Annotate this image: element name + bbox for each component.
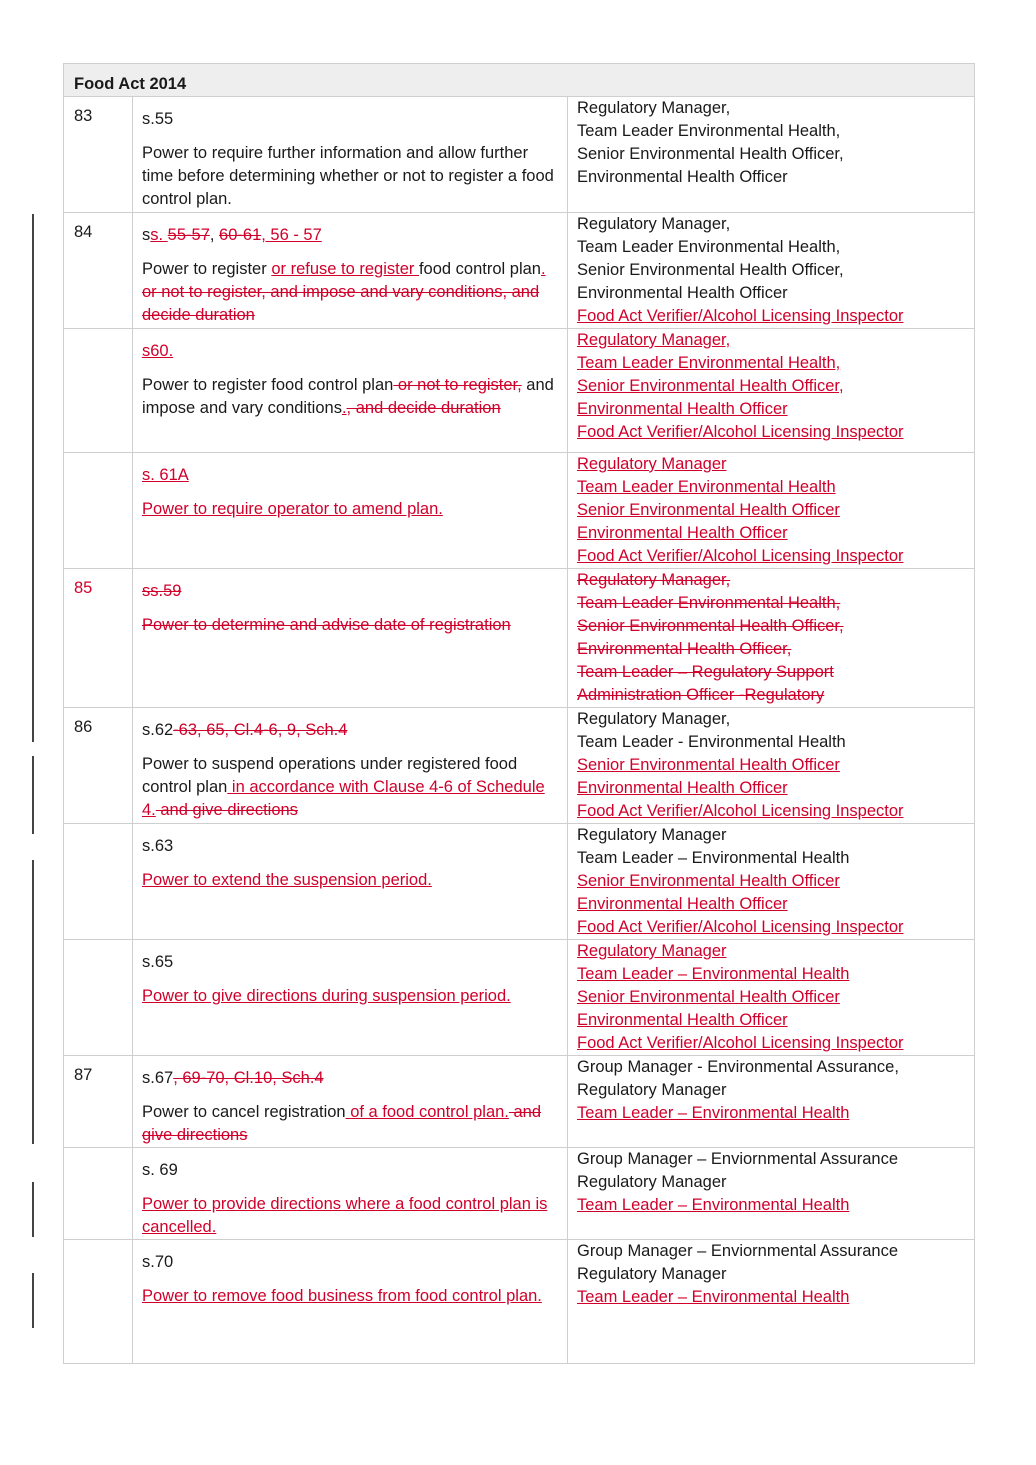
power-desc-run: Power to register [142,260,272,278]
table-row [64,940,975,1056]
section-ref-run: 60-61 [219,226,262,244]
item-number [64,1148,133,1240]
table-row [64,1240,975,1364]
officer-line [577,453,970,476]
officer-line [577,143,970,166]
officer-line [577,236,970,259]
officer-line [577,916,970,939]
power-description [142,753,561,822]
officer-text: Food Act Verifier/Alcohol Licensing Inspector [577,307,904,325]
item-number [64,940,133,1056]
officer-line [577,1148,970,1171]
power-desc-run: Power to extend the suspension period. [142,871,432,889]
officer-line [577,893,970,916]
power-desc-run: Power to register food control plan [142,376,394,394]
officer-line [577,1079,970,1102]
officer-text: Food Act Verifier/Alcohol Licensing Inspector [577,547,904,565]
item-number [64,569,133,708]
officer-text: Senior Environmental Health Officer [577,756,840,774]
table-row [64,329,975,453]
table-body [64,97,975,1364]
officer-text: Senior Environmental Health Officer [577,988,840,1006]
officer-line [577,963,970,986]
officer-text: Team Leader Environmental Health, [577,594,841,612]
officer-text: Regulatory Manager, [577,710,731,728]
section-cell [133,1148,568,1240]
delegated-officers [568,1240,975,1364]
officer-text: Regulatory Manager [577,1173,727,1191]
section-ref-run: s60. [142,342,174,360]
section-reference [142,951,561,974]
section-reference [142,224,561,247]
section-ref-run: 55-57 [167,226,210,244]
table-row [64,213,975,329]
power-desc-run: Power to remove food business from food control plan. [142,1287,542,1305]
officer-text: Food Act Verifier/Alcohol Licensing Inspector [577,423,904,441]
section-reference [142,108,561,131]
power-description [142,142,561,211]
officer-text: Environmental Health Officer [577,779,788,797]
officer-text: Environmental Health Officer, [577,640,792,658]
officer-text: Regulatory Manager [577,826,727,844]
officer-text: Senior Environmental Health Officer, [577,617,844,635]
item-number-text: 84 [74,223,93,241]
officer-line [577,1171,970,1194]
officer-line [577,522,970,545]
officer-text: Team Leader Environmental Health, [577,122,841,140]
officer-line [577,1102,970,1125]
item-number-text: 86 [74,718,93,736]
section-cell [133,1056,568,1148]
officer-line [577,1286,970,1309]
officer-text: Senior Environmental Health Officer, [577,377,844,395]
section-ref-run: s. 69 [142,1161,178,1179]
change-bar [32,860,34,1144]
officer-line [577,847,970,870]
power-desc-run: Power to cancel registration [142,1103,346,1121]
item-number [64,453,133,569]
officer-text: Group Manager – Enviornmental Assurance [577,1150,899,1168]
officer-line [577,1240,970,1263]
delegations-table [63,63,975,1364]
section-ref-run: s [142,226,151,244]
officer-line [577,638,970,661]
officer-line [577,870,970,893]
officer-text: Team Leader – Environmental Health [577,1196,850,1214]
power-description [142,1101,561,1147]
power-description [142,985,561,1008]
table-header: Food Act 2014 [64,64,975,97]
section-ref-run: , [209,226,220,244]
section-ref-run: , 56 - 57 [261,226,322,244]
officer-line [577,754,970,777]
power-description [142,1285,561,1308]
officer-line [577,615,970,638]
officer-line [577,305,970,328]
item-number [64,1240,133,1364]
section-cell [133,940,568,1056]
officer-line [577,1194,970,1217]
power-desc-run: Power to provide directions where a food control plan is cancelled. [142,1195,548,1236]
section-ref-run: s. [150,226,168,244]
table-row [64,708,975,824]
officer-text: Team Leader - Environmental Health [577,733,846,751]
power-desc-run: , and decide duration [346,399,501,417]
officer-text: Environmental Health Officer [577,1011,788,1029]
officer-line [577,1056,970,1079]
officer-text: Team Leader – Environmental Health [577,965,850,983]
section-ref-run: , 69-70, Cl.10, Sch.4 [173,1069,324,1087]
power-desc-run: Power to require operator to amend plan. [142,500,443,518]
officer-line [577,120,970,143]
officer-line [577,661,970,684]
power-desc-run: . [540,260,546,278]
officer-text: Senior Environmental Health Officer [577,872,840,890]
power-desc-run: of a food control plan. [345,1103,509,1121]
officer-line [577,166,970,189]
power-desc-run: or not to register, and impose and vary conditions, and decide duration [142,283,540,324]
officer-text: Team Leader Environmental Health [577,478,836,496]
item-number [64,97,133,213]
officer-text: Team Leader Environmental Health, [577,238,841,256]
officer-text: Environmental Health Officer [577,524,788,542]
officer-text: Environmental Health Officer [577,400,788,418]
change-bar [32,1182,34,1237]
power-desc-run: or not to register, [393,376,522,394]
section-cell [133,329,568,453]
section-cell [133,569,568,708]
officer-line [577,708,970,731]
officer-line [577,213,970,236]
officer-line [577,282,970,305]
officer-line [577,398,970,421]
officer-line [577,800,970,823]
officer-text: Regulatory Manager, [577,331,731,349]
section-ref-run: s.55 [142,110,174,128]
officer-text: Team Leader – Environmental Health [577,1104,850,1122]
delegated-officers [568,824,975,940]
officer-text: Senior Environmental Health Officer, [577,145,844,163]
section-ref-run: s.63 [142,837,174,855]
officer-line [577,375,970,398]
officer-text: Senior Environmental Health Officer, [577,261,844,279]
table-header-row [64,64,975,97]
power-description [142,614,561,637]
officer-text: Environmental Health Officer [577,168,788,186]
item-number [64,824,133,940]
power-desc-run: . [341,399,347,417]
officer-text: Environmental Health Officer [577,895,788,913]
section-cell [133,453,568,569]
delegated-officers [568,453,975,569]
item-number-text: 83 [74,107,93,125]
table-row [64,824,975,940]
officer-text: Regulatory Manager, [577,99,731,117]
section-cell [133,708,568,824]
delegated-officers [568,213,975,329]
section-ref-run: s. 61A [142,466,189,484]
officer-text: Food Act Verifier/Alcohol Licensing Inspector [577,918,904,936]
officer-line [577,1263,970,1286]
section-cell [133,213,568,329]
item-number [64,213,133,329]
table-row [64,453,975,569]
section-ref-run: ss.59 [142,582,182,600]
power-desc-run: and give directions [142,1103,542,1144]
section-ref-run: s.62 [142,721,174,739]
delegated-officers [568,1148,975,1240]
officer-line [577,259,970,282]
table-row [64,97,975,213]
item-number [64,1056,133,1148]
officer-line [577,940,970,963]
power-desc-run: Power to give directions during suspension period. [142,987,511,1005]
officer-line [577,986,970,1009]
officer-text: Team Leader Environmental Health, [577,354,841,372]
officer-text: Regulatory Manager, [577,571,731,589]
power-desc-run: in accordance with Clause 4-6 of Schedule 4. [142,778,545,819]
delegated-officers [568,1056,975,1148]
officer-text: Regulatory Manager, [577,215,731,233]
section-ref-run: s.67 [142,1069,174,1087]
officer-line [577,545,970,568]
officer-text: Team Leader – Environmental Health [577,1288,850,1306]
item-number [64,329,133,453]
section-ref-run: s.70 [142,1253,174,1271]
item-number-text: 85 [74,579,93,597]
officer-line [577,329,970,352]
officer-text: Regulatory Manager [577,1265,727,1283]
table-row [64,1148,975,1240]
officer-text: Team Leader – Regulatory Support [577,663,834,681]
officer-line [577,592,970,615]
change-bar [32,214,34,742]
power-description [142,1193,561,1239]
officer-line [577,684,970,707]
section-reference [142,719,561,742]
section-reference [142,1067,561,1090]
section-reference [142,464,561,487]
officer-line [577,824,970,847]
delegated-officers [568,708,975,824]
officer-line [577,777,970,800]
section-reference [142,1251,561,1274]
officer-text: Group Manager – Enviornmental Assurance [577,1242,899,1260]
officer-text: Regulatory Manager [577,1081,727,1099]
delegated-officers [568,329,975,453]
power-desc-run: Power to suspend operations under registered food control plan [142,755,518,796]
delegated-officers [568,97,975,213]
power-desc-run: and impose and vary conditions [142,376,554,417]
officer-line [577,1032,970,1055]
change-bar [32,1273,34,1328]
officer-text: Senior Environmental Health Officer [577,501,840,519]
officer-text: Food Act Verifier/Alcohol Licensing Inspector [577,1034,904,1052]
section-cell [133,824,568,940]
officer-line [577,569,970,592]
officer-line [577,1009,970,1032]
officer-text: Environmental Health Officer [577,284,788,302]
power-desc-run: or refuse to register [271,260,419,278]
delegated-officers [568,569,975,708]
section-cell [133,1240,568,1364]
officer-text: Regulatory Manager [577,455,727,473]
officer-line [577,97,970,120]
officer-text: Regulatory Manager [577,942,727,960]
section-ref-run: -63, 65, Cl.4-6, 9, Sch.4 [173,721,348,739]
officer-line [577,421,970,444]
item-number-text: 87 [74,1066,93,1084]
section-reference [142,835,561,858]
power-desc-run: Power to determine and advise date of registration [142,616,511,634]
change-bar [32,756,34,834]
officer-line [577,352,970,375]
power-description [142,869,561,892]
section-cell [133,97,568,213]
power-description [142,374,561,420]
officer-text: Food Act Verifier/Alcohol Licensing Inspector [577,802,904,820]
table-row [64,569,975,708]
item-number [64,708,133,824]
officer-line [577,476,970,499]
power-desc-run: food control plan [418,260,541,278]
power-description [142,498,561,521]
section-reference [142,1159,561,1182]
officer-text: Administration Officer -Regulatory [577,686,825,704]
power-description [142,258,561,327]
power-desc-run: Power to require further information and allow further time before determining whether or not to register a food control plan. [142,144,554,208]
delegated-officers [568,940,975,1056]
officer-line [577,499,970,522]
officer-line [577,731,970,754]
officer-text: Team Leader – Environmental Health [577,849,850,867]
power-desc-run: and give directions [155,801,298,819]
section-reference [142,340,561,363]
section-ref-run: s.65 [142,953,174,971]
section-reference [142,580,561,603]
officer-text: Group Manager - Environmental Assurance, [577,1058,899,1076]
table-row [64,1056,975,1148]
